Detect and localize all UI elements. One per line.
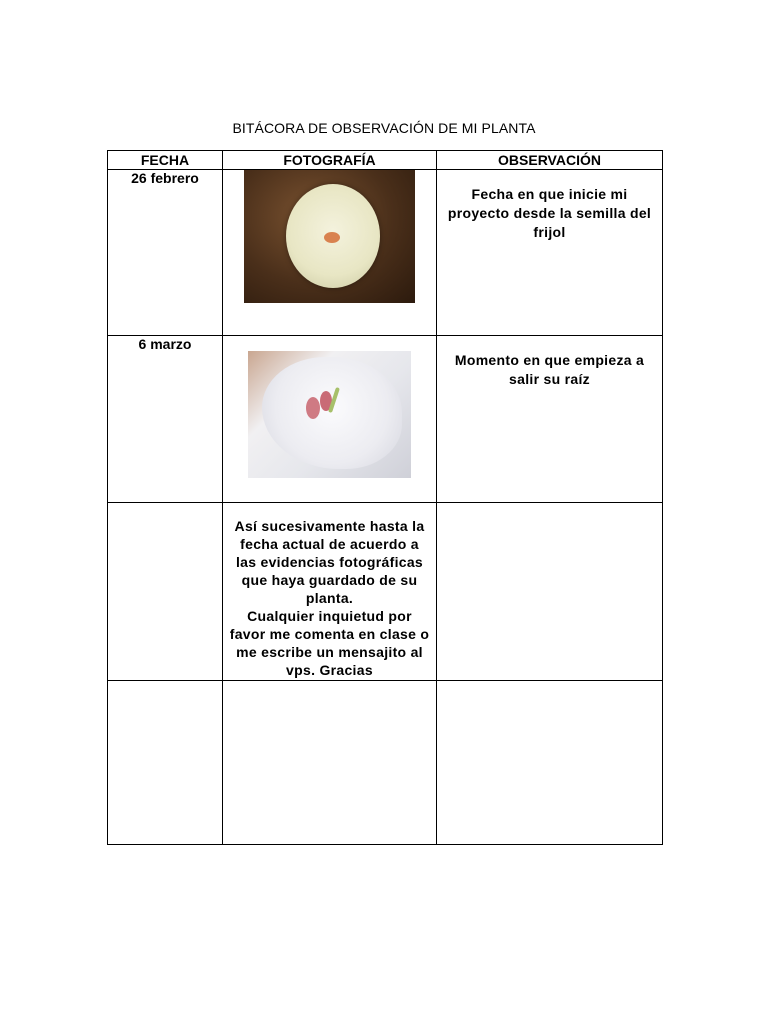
photo-cell	[223, 336, 437, 503]
table-row	[108, 503, 663, 681]
date-cell	[108, 503, 223, 681]
bean-sprouting-root-photo	[248, 351, 411, 478]
observation-text: Fecha en que inicie mi proyecto desde la semilla del frijol	[447, 186, 652, 240]
cotton-cloth	[262, 357, 402, 469]
observation-cell	[437, 503, 663, 681]
observation-cell	[437, 681, 663, 845]
date-cell: 26 febrero	[108, 170, 223, 336]
header-fecha: FECHA	[108, 151, 223, 170]
photo-cell	[223, 681, 437, 845]
observation-text: Momento en que empieza a salir su raíz	[454, 352, 645, 387]
table-row	[108, 170, 663, 336]
bean-seed	[324, 232, 340, 243]
bean-seed	[306, 397, 320, 419]
date-cell: 6 marzo	[108, 336, 223, 503]
header-observacion: OBSERVACIÓN	[437, 151, 663, 170]
photo-cell	[223, 170, 437, 336]
instructions-note: Así sucesivamente hasta la fecha actual de acuerdo a las evidencias fotográficas que haya guardado de su planta. Cualquier inquietud por favor me comenta en clase o me escribe un mensajito al vps. Gracias	[229, 518, 430, 678]
header-fotografia: FOTOGRAFÍA	[223, 151, 437, 170]
date-cell	[108, 681, 223, 845]
note-cell	[223, 503, 437, 681]
observation-log-table	[107, 150, 663, 845]
table-row	[108, 336, 663, 503]
table-row	[108, 681, 663, 845]
observation-cell	[437, 170, 663, 336]
observation-cell	[437, 336, 663, 503]
page-title: BITÁCORA DE OBSERVACIÓN DE MI PLANTA	[232, 120, 536, 136]
table-header-row	[108, 151, 663, 170]
bean-seed-on-cotton-photo	[244, 170, 415, 303]
